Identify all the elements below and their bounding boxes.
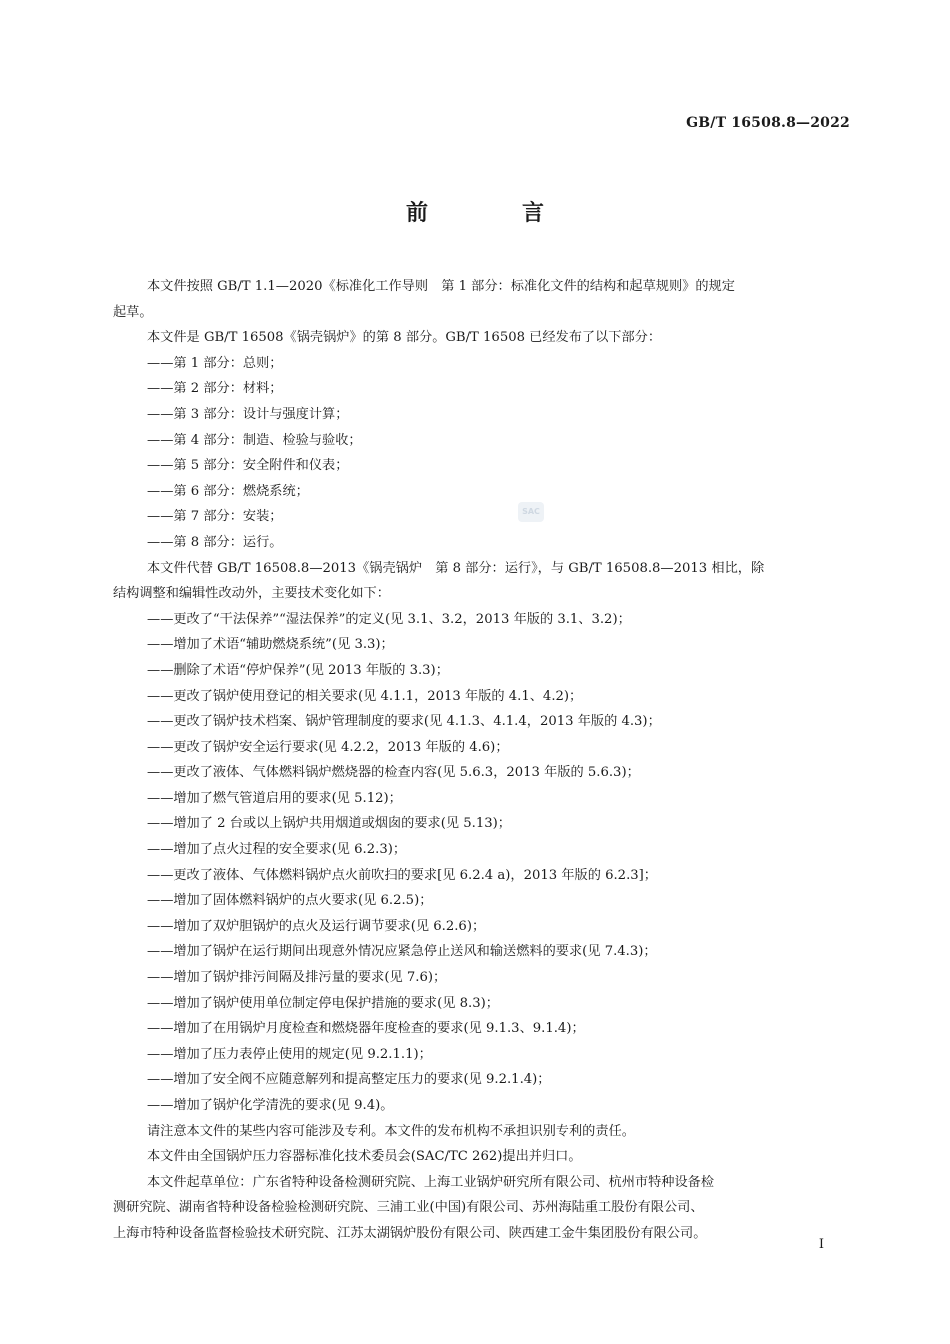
paragraph-line: 上海市特种设备监督检验技术研究院、江苏太湖锅炉股份有限公司、陕西建工金牛集团股份有限公司。 xyxy=(113,1225,707,1241)
list-item: ——增加了固体燃料锅炉的点火要求(见 6.2.5)； xyxy=(147,893,433,909)
list-item: ——更改了液体、气体燃料锅炉燃烧器的检查内容(见 5.6.3，2013 年版的 5.6.3)； xyxy=(147,765,640,781)
paragraph-line: 本文件由全国锅炉压力容器标准化技术委员会(SAC/TC 262)提出并归口。 xyxy=(147,1149,582,1165)
list-item: ——更改了锅炉安全运行要求(见 4.2.2，2013 年版的 4.6)； xyxy=(147,739,509,755)
paragraph-line: 本文件按照 GB/T 1.1—2020《标准化工作导则 第 1 部分：标准化文件的结构和起草规则》的规定 xyxy=(147,279,735,294)
list-item: ——更改了锅炉使用登记的相关要求(见 4.1.1，2013 年版的 4.1、4.2)； xyxy=(147,688,583,704)
list-item: ——增加了燃气管道启用的要求(见 5.12)； xyxy=(147,790,402,806)
list-item: ——第 8 部分：运行。 xyxy=(147,534,283,550)
list-item: ——增加了锅炉在运行期间出现意外情况应紧急停止送风和输送燃料的要求(见 7.4.3)； xyxy=(147,944,657,960)
list-item: ——增加了压力表停止使用的规定(见 9.2.1.1)； xyxy=(147,1046,432,1062)
list-item: ——第 6 部分：燃烧系统； xyxy=(147,483,309,499)
paragraph-line: 本文件起草单位：广东省特种设备检测研究院、上海工业锅炉研究所有限公司、杭州市特种设备检 xyxy=(147,1174,715,1190)
list-item: ——增加了锅炉排污间隔及排污量的要求(见 7.6)； xyxy=(147,970,447,986)
page-title: 前 言 xyxy=(405,200,580,226)
list-item: ——增加了锅炉使用单位制定停电保护措施的要求(见 8.3)； xyxy=(147,995,499,1011)
paragraph-line: 结构调整和编辑性改动外，主要技术变化如下： xyxy=(113,586,390,602)
list-item: ——第 5 部分：安全附件和仪表； xyxy=(147,458,349,474)
list-item: ——更改了“干法保养”“湿法保养”的定义(见 3.1、3.2，2013 年版的 3.1、3.2)； xyxy=(147,611,631,627)
standard-code: GB/T 16508.8—2022 xyxy=(686,115,850,131)
list-item: ——第 4 部分：制造、检验与验收； xyxy=(147,432,362,448)
paragraph-line: 测研究院、湖南省特种设备检验检测研究院、三浦工业(中国)有限公司、苏州海陆重工股份有限公司、 xyxy=(113,1200,704,1216)
list-item: ——增加了双炉胆锅炉的点火及运行调节要求(见 6.2.6)； xyxy=(147,918,486,934)
list-item: ——删除了术语“停炉保养”(见 2013 年版的 3.3)； xyxy=(147,662,449,678)
paragraph-line: 本文件是 GB/T 16508《锅壳锅炉》的第 8 部分。GB/T 16508 已经发布了以下部分： xyxy=(147,330,662,346)
list-item: ——增加了点火过程的安全要求(见 6.2.3)； xyxy=(147,842,407,858)
list-item: ——更改了液体、气体燃料锅炉点火前吹扫的要求[见 6.2.4 a)，2013 年版的 6.2.3]； xyxy=(147,867,657,883)
list-item: ——更改了锅炉技术档案、锅炉管理制度的要求(见 4.1.3、4.1.4，2013 年版的 4.3)； xyxy=(147,714,661,730)
list-item: ——第 7 部分：安装； xyxy=(147,509,283,525)
page-number: I xyxy=(818,1237,824,1252)
list-item: ——增加了在用锅炉月度检查和燃烧器年度检查的要求(见 9.1.3、9.1.4)； xyxy=(147,1021,585,1037)
list-item: ——第 1 部分：总则； xyxy=(147,355,283,371)
list-item: ——增加了锅炉化学清洗的要求(见 9.4)。 xyxy=(147,1098,394,1113)
paragraph-line: 请注意本文件的某些内容可能涉及专利。本文件的发布机构不承担识别专利的责任。 xyxy=(147,1123,635,1139)
list-item: ——第 3 部分：设计与强度计算； xyxy=(147,406,349,422)
list-item: ——第 2 部分：材料； xyxy=(147,381,283,397)
paragraph-line: 本文件代替 GB/T 16508.8—2013《锅壳锅炉 第 8 部分：运行》，与 GB/T 16508.8—2013 相比，除 xyxy=(147,560,765,576)
list-item: ——增加了安全阀不应随意解列和提高整定压力的要求(见 9.2.1.4)； xyxy=(147,1072,551,1088)
list-item: ——增加了 2 台或以上锅炉共用烟道或烟囱的要求(见 5.13)； xyxy=(147,816,511,832)
sac-watermark-logo: SAC xyxy=(518,502,544,522)
list-item: ——增加了术语“辅助燃烧系统”(见 3.3)； xyxy=(147,637,394,653)
paragraph-line: 起草。 xyxy=(113,304,153,320)
document-body xyxy=(113,274,851,1247)
